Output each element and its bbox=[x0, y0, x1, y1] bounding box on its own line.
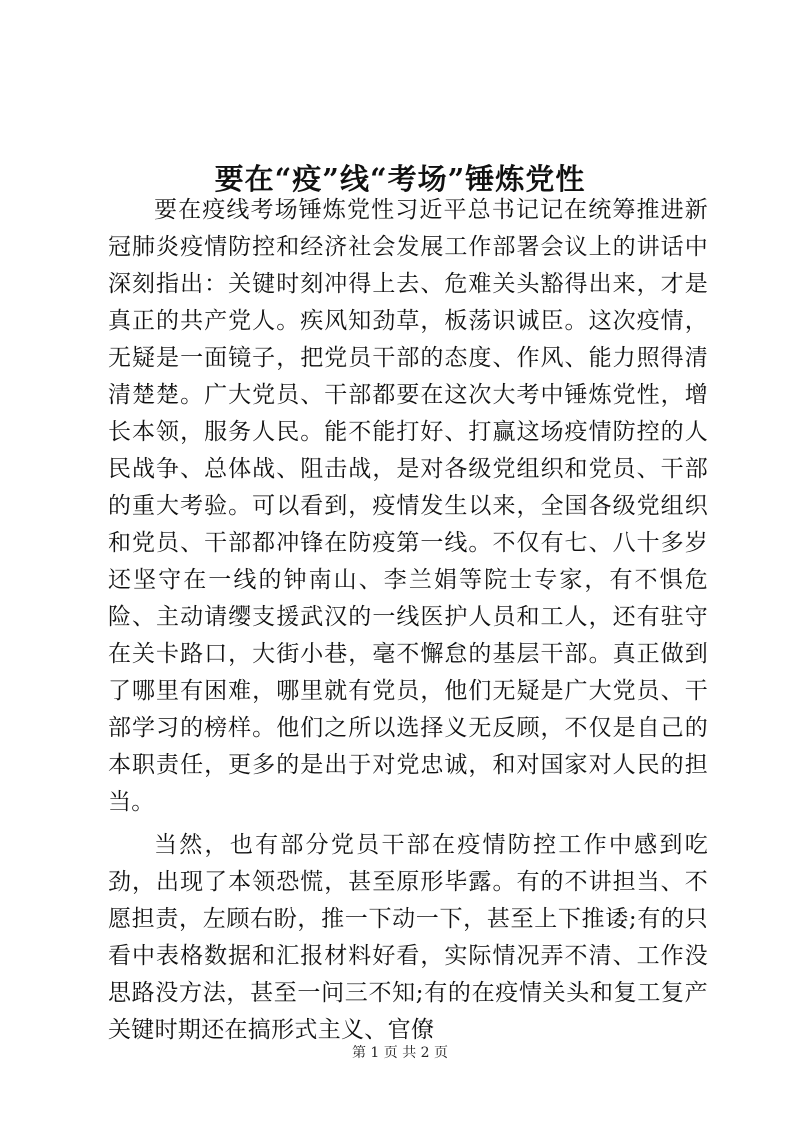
paragraph-2: 当然，也有部分党员干部在疫情防控工作中感到吃劲，出现了本领恐慌，甚至原形毕露。有的不讲担当、不愿担责，左顾右盼，推一下动一下，甚至上下推诿;有的只看中表格数据和汇报材料好看，实际情况弄不清、工作没思路没方法，甚至一问三不知;有的在疫情关头和复工复产关键时期还在搞形式主义、官僚 bbox=[108, 832, 708, 1043]
document-title: 要在“疫”线“考场”锤炼党性 bbox=[214, 162, 586, 197]
page-number-footer: 第 1 页 共 2 页 bbox=[351, 1045, 449, 1061]
document-body bbox=[108, 192, 708, 1049]
paragraph-1: 要在疫线考场锤炼党性习近平总书记记在统筹推进新冠肺炎疫情防控和经济社会发展工作部署会议上的讲话中深刻指出：关键时刻冲得上去、危难关头豁得出来，才是真正的共产党人。疾风知劲草，板荡识诚臣。这次疫情，无疑是一面镜子，把党员干部的态度、作风、能力照得清清楚楚。广大党员、干部都要在这次大考中锤炼党性，增长本领，服务人民。能不能打好、打赢这场疫情防控的人民战争、总体战、阻击战，是对各级党组织和党员、干部的重大考验。可以看到，疫情发生以来，全国各级党组织和党员、干部都冲锋在防疫第一线。不仅有七、八十多岁还坚守在一线的钟南山、李兰娟等院士专家，有不惧危险、主动请缨支援武汉的一线医护人员和工人，还有驻守在关卡路口，大街小巷，毫不懈怠的基层干部。真正做到了哪里有困难，哪里就有党员，他们无疑是广大党员、干部学习的榜样。他们之所以选择义无反顾，不仅是自己的本职责任，更多的是出于对党忠诚，和对国家对人民的担当。 bbox=[108, 197, 708, 815]
